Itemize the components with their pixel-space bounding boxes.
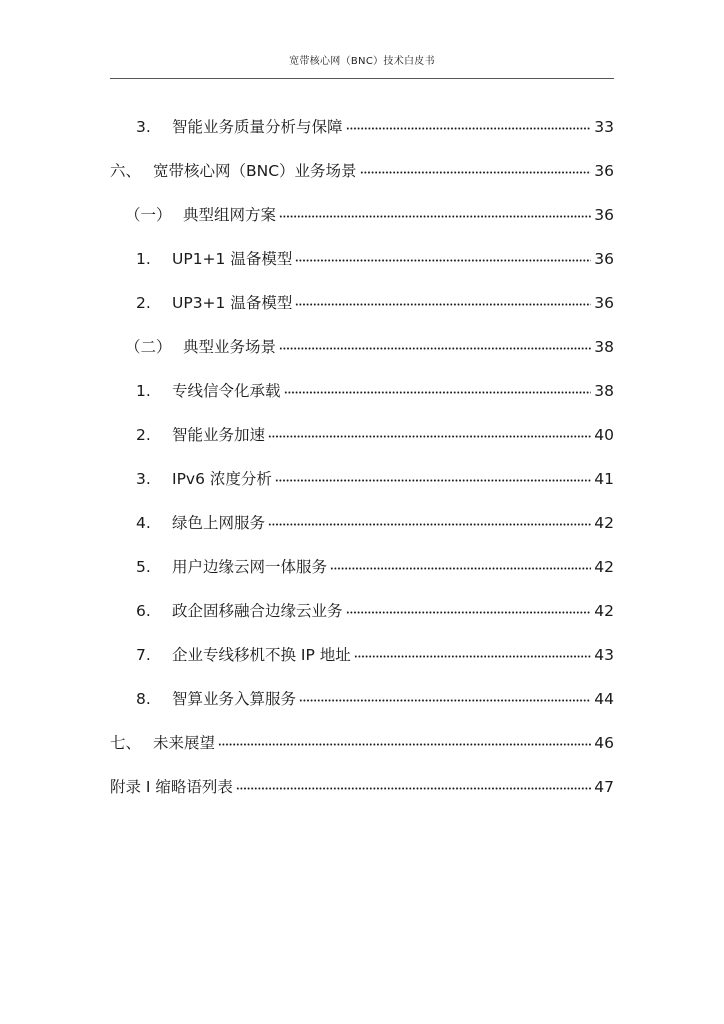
- toc-entry-page: 42: [594, 602, 614, 620]
- toc-entry-page: 46: [594, 734, 614, 752]
- toc-dot-leader: [279, 214, 591, 222]
- toc-entry-title: 典型业务场景: [183, 338, 277, 356]
- toc-entry[interactable]: [110, 731, 614, 755]
- toc-dot-leader: [354, 654, 591, 662]
- toc-entry-number: 2.: [136, 294, 151, 312]
- toc-entry-page: 33: [594, 118, 614, 136]
- toc-entry-number: 6.: [136, 602, 151, 620]
- toc-entry-title: 附录 I 缩略语列表: [110, 778, 233, 796]
- toc-entry-title: 智算业务入算服务: [172, 690, 297, 708]
- toc-entry-page: 38: [594, 338, 614, 356]
- toc-entry[interactable]: [136, 423, 614, 447]
- toc-dot-leader: [295, 258, 591, 266]
- toc-entry-number: 4.: [136, 514, 151, 532]
- toc-entry[interactable]: [136, 467, 614, 491]
- toc-entry-page: 42: [594, 514, 614, 532]
- toc-entry-number: 1.: [136, 382, 151, 400]
- toc-dot-leader: [268, 522, 591, 530]
- toc-entry[interactable]: [136, 247, 614, 271]
- toc-entry-title: 智能业务加速: [172, 426, 266, 444]
- toc-entry-number: （一）: [125, 206, 172, 224]
- toc-dot-leader: [299, 698, 591, 706]
- toc-dot-leader: [330, 566, 591, 574]
- page-header-title: 宽带核心网（BNC）技术白皮书: [289, 56, 435, 67]
- toc-entry-title: UP3+1 温备模型: [172, 294, 293, 312]
- toc-entry-page: 47: [594, 778, 614, 796]
- toc-entry[interactable]: [136, 643, 614, 667]
- toc-entry[interactable]: [125, 335, 614, 359]
- toc-dot-leader: [275, 478, 591, 486]
- toc-entry-page: 43: [594, 646, 614, 664]
- toc-dot-leader: [236, 786, 591, 794]
- toc-entry[interactable]: [136, 511, 614, 535]
- toc-entry-number: 七、: [110, 734, 142, 752]
- toc-dot-leader: [360, 170, 592, 178]
- toc-dot-leader: [295, 302, 591, 310]
- toc-entry-title: 未来展望: [153, 734, 216, 752]
- toc-entry-title: 政企固移融合边缘云业务: [172, 602, 343, 620]
- header-divider: [110, 78, 614, 79]
- toc-entry-number: 5.: [136, 558, 151, 576]
- toc-entry[interactable]: [125, 203, 614, 227]
- toc-entry-title: UP1+1 温备模型: [172, 250, 293, 268]
- toc-entry-number: （二）: [125, 338, 172, 356]
- toc-entry-title: 企业专线移机不换 IP 地址: [172, 646, 351, 664]
- toc-entry-title: 宽带核心网（BNC）业务场景: [153, 162, 357, 180]
- toc-entry-page: 36: [594, 250, 614, 268]
- toc-entry[interactable]: [136, 115, 614, 139]
- toc-entry-title: 专线信令化承载: [172, 382, 281, 400]
- toc-entry[interactable]: [136, 555, 614, 579]
- toc-entry-page: 41: [594, 470, 614, 488]
- toc-dot-leader: [284, 390, 592, 398]
- toc-dot-leader: [346, 126, 592, 134]
- toc-dot-leader: [346, 610, 592, 618]
- toc-entry-page: 42: [594, 558, 614, 576]
- toc-entry-page: 38: [594, 382, 614, 400]
- toc-entry[interactable]: [136, 599, 614, 623]
- toc-entry-number: 7.: [136, 646, 151, 664]
- toc-entry-title: 典型组网方案: [183, 206, 277, 224]
- toc-entry-title: IPv6 浓度分析: [172, 470, 272, 488]
- toc-entry-number: 1.: [136, 250, 151, 268]
- toc-entry-title: 绿色上网服务: [172, 514, 266, 532]
- toc-entry[interactable]: [110, 775, 614, 799]
- toc-entry-page: 36: [594, 206, 614, 224]
- toc-entry-number: 3.: [136, 118, 151, 136]
- toc-entry-page: 40: [594, 426, 614, 444]
- toc-entry[interactable]: [136, 379, 614, 403]
- toc-entry[interactable]: [136, 687, 614, 711]
- toc-entry-number: 六、: [110, 162, 142, 180]
- toc-entry-page: 36: [594, 294, 614, 312]
- toc-dot-leader: [218, 742, 591, 750]
- toc-entry-number: 3.: [136, 470, 151, 488]
- toc-dot-leader: [268, 434, 591, 442]
- toc-entry-page: 44: [594, 690, 614, 708]
- toc-entry[interactable]: [136, 291, 614, 315]
- toc-entry[interactable]: [110, 159, 614, 183]
- toc-entry-title: 智能业务质量分析与保障: [172, 118, 343, 136]
- toc-entry-number: 8.: [136, 690, 151, 708]
- toc-dot-leader: [279, 346, 591, 354]
- toc-entry-title: 用户边缘云网一体服务: [172, 558, 328, 576]
- toc-entry-page: 36: [594, 162, 614, 180]
- toc-entry-number: 2.: [136, 426, 151, 444]
